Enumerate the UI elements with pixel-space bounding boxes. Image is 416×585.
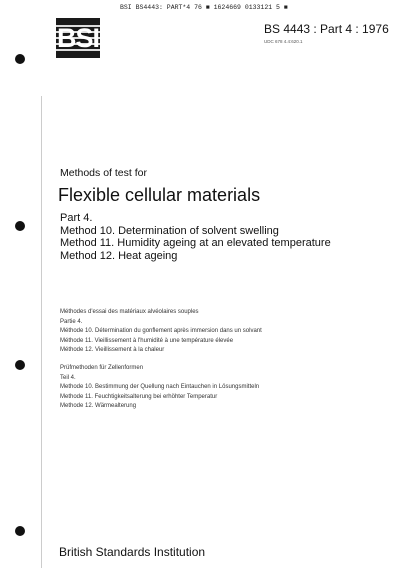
method-list: [60, 212, 331, 262]
scan-header-strip: BSI BS4443: PART*4 76 ■ 1624669 0133121 5 ■: [120, 4, 288, 11]
binder-hole-icon: [15, 360, 25, 370]
german-line: Prüfmethoden für Zellenformen: [60, 365, 144, 371]
german-line: Teil 4.: [60, 374, 76, 381]
method-line: Method 10. Determination of solvent swelling: [60, 224, 279, 237]
french-line: Partie 4.: [60, 318, 83, 325]
french-line: Méthodes d'essai des matériaux alvéolaires souples: [60, 309, 199, 315]
standard-udc: UDC 678 4.4:620.1: [264, 39, 303, 44]
binder-hole-icon: [15, 54, 25, 64]
french-line: Méthode 11. Vieillissement à l'humidité à une température élevée: [60, 337, 234, 344]
french-line: Méthode 12. Vieillissement à la chaleur: [60, 347, 165, 353]
margin-rule: [41, 96, 42, 568]
part-label: Part 4.: [60, 212, 93, 224]
bsi-logo-text: BSI: [56, 23, 99, 53]
method-line: Method 12. Heat ageing: [60, 249, 178, 262]
french-title-block: [60, 308, 262, 356]
method-line: Method 11. Humidity ageing at an elevated temperature: [60, 237, 331, 249]
german-title-block: [60, 364, 259, 412]
document-title: Flexible cellular materials: [58, 185, 261, 205]
bsi-logo: [56, 18, 100, 58]
series-title: Methods of test for: [60, 167, 147, 179]
german-line: Methode 12. Wärmealterung: [60, 403, 137, 409]
french-line: Méthode 10. Détermination du gonflement après immersion dans un solvant: [60, 328, 262, 334]
binder-hole-icon: [15, 221, 25, 231]
german-line: Methode 10. Bestimmung der Quellung nach Eintauchen in Lösungsmitteln: [60, 384, 260, 390]
german-line: Methode 11. Feuchtigkeitsalterung bei erhöhter Temperatur: [60, 393, 218, 400]
binder-hole-icon: [15, 526, 25, 536]
standard-number: BS 4443 : Part 4 : 1976: [264, 22, 389, 36]
publisher-name: British Standards Institution: [59, 545, 206, 559]
